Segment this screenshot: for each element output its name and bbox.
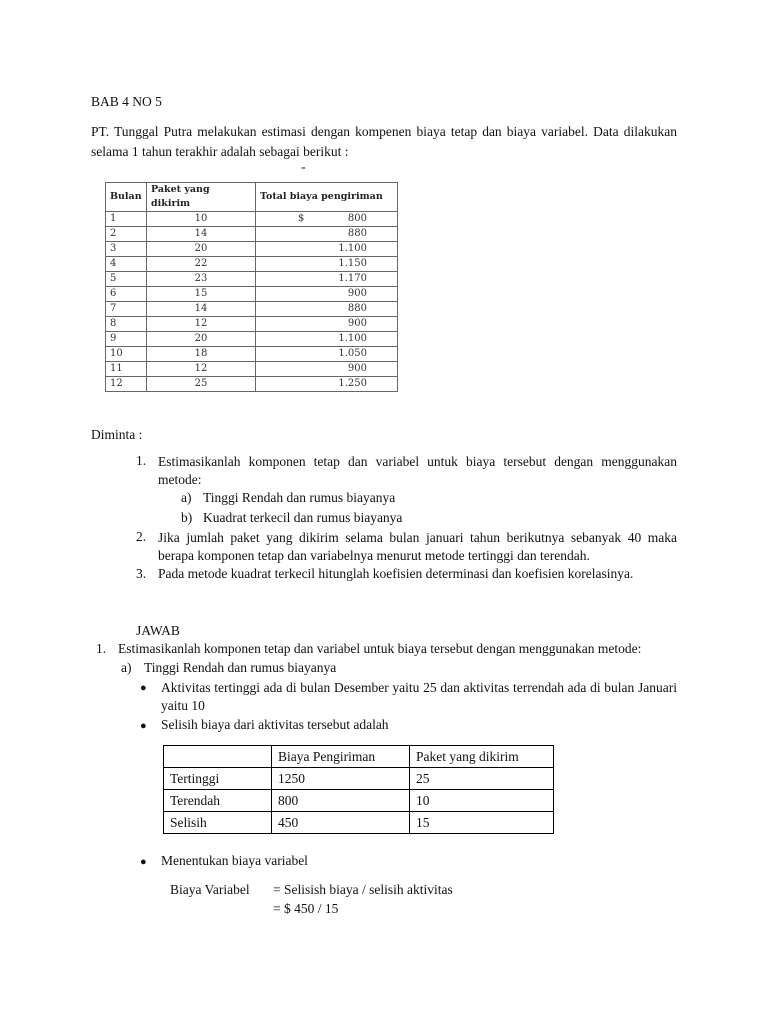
cell-paket: 20	[147, 242, 256, 257]
cell-paket: 15	[147, 287, 256, 302]
table-row	[106, 362, 398, 377]
cell-total-biaya-value: 900	[347, 288, 367, 299]
task-2-number: 2.	[136, 529, 147, 544]
table-row	[164, 812, 554, 834]
answer-table-header-empty	[164, 746, 272, 768]
answer-table	[163, 745, 554, 834]
formula-line-2: = $ 450 / 15	[273, 901, 339, 916]
answer-table-header-paket: Paket yang dikirim	[410, 746, 554, 768]
cell-bulan: 6	[106, 287, 147, 302]
cell-bulan: 10	[106, 347, 147, 362]
cell-total-biaya	[256, 317, 398, 332]
data-table-header	[106, 183, 398, 212]
cell-paket: 14	[147, 302, 256, 317]
cell-total-biaya	[256, 242, 398, 257]
subtask-a-text: Tinggi Rendah dan rumus biayanya	[203, 490, 396, 505]
cell-total-biaya-value: 1.100	[338, 243, 367, 254]
cell-total-biaya	[256, 377, 398, 392]
cell-total-biaya-value: 1.170	[338, 273, 367, 284]
table-row	[106, 227, 398, 242]
table-row	[106, 257, 398, 272]
task-2-text: Jika jumlah paket yang dikirim selama bulan januari tahun berikutnya sebanyak 40 maka berapa komponen tetap dan variabelnya menurut metode tertinggi dan terendah.	[158, 530, 677, 563]
answer-a-number: a)	[121, 660, 132, 675]
cell-total-biaya-value: 1.150	[338, 258, 367, 269]
cell-total-biaya-value: 900	[347, 363, 367, 374]
subtask-b-number: b)	[181, 510, 193, 525]
answer-table-header	[164, 746, 554, 768]
cell-total-biaya	[256, 272, 398, 287]
cell-paket: 10	[147, 212, 256, 227]
cell-paket: 20	[147, 332, 256, 347]
cell-total-biaya-value: 1.100	[338, 333, 367, 344]
formula-line-1: = Selisish biaya / selisih aktivitas	[273, 882, 453, 897]
decor-dash: -	[301, 160, 306, 175]
task-1-number: 1.	[136, 453, 147, 468]
cell-bulan: 12	[106, 377, 147, 392]
answer-a-text: Tinggi Rendah dan rumus biayanya	[144, 660, 337, 675]
cell-total-biaya	[256, 347, 398, 362]
cell-paket: 14	[147, 227, 256, 242]
answer-1-number: 1.	[96, 641, 107, 656]
cell-paket: 12	[147, 362, 256, 377]
bullet-3-icon: ●	[140, 856, 147, 868]
cell-total-biaya-value: 1.250	[338, 378, 367, 389]
cell-total-biaya	[256, 302, 398, 317]
row-biaya: 1250	[272, 768, 410, 790]
currency-symbol: $	[298, 213, 305, 224]
cell-bulan: 2	[106, 227, 147, 242]
cell-bulan: 5	[106, 272, 147, 287]
cell-paket: 23	[147, 272, 256, 287]
header-paket: Paket yang dikirim	[147, 183, 256, 212]
cell-total-biaya	[256, 212, 398, 227]
data-table	[105, 182, 398, 392]
cell-bulan: 8	[106, 317, 147, 332]
row-paket: 25	[410, 768, 554, 790]
table-row	[106, 242, 398, 257]
cell-total-biaya-value: 900	[347, 318, 367, 329]
subtask-b-text: Kuadrat terkecil dan rumus biayanya	[203, 510, 403, 525]
diminta-label: Diminta :	[91, 427, 143, 442]
cell-total-biaya-value: 1.050	[338, 348, 367, 359]
cell-paket: 25	[147, 377, 256, 392]
cell-bulan: 4	[106, 257, 147, 272]
task-1-text: Estimasikanlah komponen tetap dan variabel untuk biaya tersebut dengan menggunakan metode:	[158, 454, 677, 487]
table-row	[106, 272, 398, 287]
table-row	[106, 332, 398, 347]
cell-total-biaya	[256, 257, 398, 272]
bullet-1-icon: ●	[140, 682, 147, 694]
table-row	[106, 302, 398, 317]
cell-paket: 12	[147, 317, 256, 332]
bullet-1-text: Aktivitas tertinggi ada di bulan Desember yaitu 25 dan aktivitas terrendah ada di bulan Januari yaitu 10	[161, 680, 677, 713]
cell-paket: 22	[147, 257, 256, 272]
cell-bulan: 11	[106, 362, 147, 377]
cell-total-biaya	[256, 362, 398, 377]
row-label: Terendah	[164, 790, 272, 812]
cell-total-biaya-value: 880	[347, 303, 367, 314]
header-bulan: Bulan	[106, 183, 147, 212]
cell-total-biaya	[256, 287, 398, 302]
row-label: Tertinggi	[164, 768, 272, 790]
intro-paragraph: PT. Tunggal Putra melakukan estimasi dengan kompenen biaya tetap dan biaya variabel. Data dilakukan selama 1 tahun terakhir adalah sebagai berikut :	[91, 124, 677, 159]
table-row	[106, 347, 398, 362]
cell-bulan: 7	[106, 302, 147, 317]
row-biaya: 450	[272, 812, 410, 834]
table-row	[164, 790, 554, 812]
answer-1-text: Estimasikanlah komponen tetap dan variabel untuk biaya tersebut dengan menggunakan metode:	[118, 641, 642, 656]
table-row	[106, 287, 398, 302]
jawab-heading: JAWAB	[136, 623, 180, 638]
task-3-number: 3.	[136, 566, 147, 581]
table-row	[164, 768, 554, 790]
bullet-2-text: Selisih biaya dari aktivitas tersebut adalah	[161, 717, 389, 732]
row-paket: 15	[410, 812, 554, 834]
cell-paket: 18	[147, 347, 256, 362]
cell-total-biaya-value: 800	[347, 213, 367, 224]
formula-label: Biaya Variabel	[170, 882, 250, 897]
table-row	[106, 212, 398, 227]
cell-total-biaya	[256, 227, 398, 242]
cell-bulan: 3	[106, 242, 147, 257]
subtask-a-number: a)	[181, 490, 192, 505]
cell-total-biaya	[256, 332, 398, 347]
header-total-biaya: Total biaya pengiriman	[256, 183, 398, 212]
answer-table-header-biaya: Biaya Pengiriman	[272, 746, 410, 768]
cell-bulan: 9	[106, 332, 147, 347]
task-3-text: Pada metode kuadrat terkecil hitunglah koefisien determinasi dan koefisien korelasinya.	[158, 566, 634, 581]
row-paket: 10	[410, 790, 554, 812]
table-row	[106, 377, 398, 392]
cell-bulan: 1	[106, 212, 147, 227]
heading: BAB 4 NO 5	[91, 94, 162, 109]
row-label: Selisih	[164, 812, 272, 834]
cell-total-biaya-value: 880	[347, 228, 367, 239]
table-row	[106, 317, 398, 332]
bullet-3-text: Menentukan biaya variabel	[161, 853, 308, 868]
bullet-2-icon: ●	[140, 720, 147, 732]
row-biaya: 800	[272, 790, 410, 812]
